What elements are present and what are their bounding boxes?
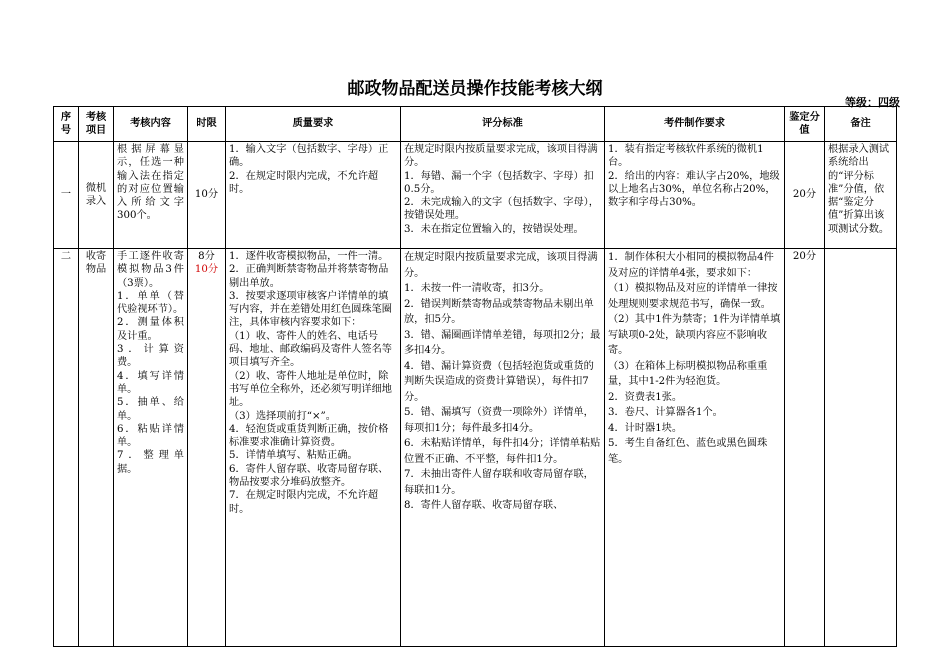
scoring-cell bbox=[401, 142, 605, 249]
prep-line: 3．卷尺、计算器各1个。 bbox=[608, 407, 723, 418]
content-cell bbox=[114, 142, 188, 249]
header-content: 考核内容 bbox=[114, 107, 188, 142]
note-cell bbox=[825, 249, 897, 647]
table-row bbox=[54, 142, 897, 249]
prep-line: 1．装有指定考核软件系统的微机1台。 bbox=[608, 144, 764, 169]
scoring-line: 在规定时限内按质量要求完成，该项目得满分。 bbox=[404, 144, 598, 169]
score-cell: 20分 bbox=[785, 142, 825, 249]
quality-line: 3．按要求逐项审核客户详情单的填写内容，并在差错处用红色圆珠笔圈注，具体审核内容要求如下： bbox=[229, 290, 392, 329]
content-line: 6．粘贴详情单。 bbox=[117, 423, 184, 449]
exam-outline-table bbox=[53, 106, 897, 647]
quality-cell bbox=[226, 249, 401, 647]
header-score: 鉴定分值 bbox=[785, 107, 825, 142]
quality-line: 7．在规定时限内完成，不允许超时。 bbox=[229, 490, 379, 515]
note-cell: 根据录入测试系统给出的“评分标准”分值，依据“鉴定分值”折算出该项测试分数。 bbox=[825, 142, 897, 249]
time-cell bbox=[188, 249, 226, 647]
prep-cell bbox=[605, 249, 785, 647]
table-header-row bbox=[54, 107, 897, 142]
prep-line: 5．考生自备红色、蓝色或黑色圆珠笔。 bbox=[608, 438, 768, 465]
content-cell bbox=[114, 249, 188, 647]
content-line: 2．测量体积及计重。 bbox=[117, 317, 184, 342]
scoring-line: 6．未粘贴详情单，每件扣4分；详情单粘贴位置不正确、不平整，每件扣1分。 bbox=[404, 438, 601, 465]
content-line: 4．填写详情单。 bbox=[117, 370, 184, 395]
score-cell: 20分 bbox=[785, 249, 825, 647]
scoring-line: 7．未抽出寄件人留存联和收寄局留存联，每联扣1分。 bbox=[404, 469, 594, 496]
header-item: 考核项目 bbox=[79, 107, 114, 142]
time-value-revised: 10分 bbox=[194, 264, 219, 276]
quality-cell bbox=[226, 142, 401, 249]
content-line: 手工逐件收寄模拟物品3件（3票）。 bbox=[117, 251, 184, 289]
seq-cell: 二 bbox=[54, 249, 79, 647]
scoring-line: 在规定时限内按质量要求完成，该项目得满分。 bbox=[404, 252, 598, 279]
item-cell: 微机录入 bbox=[79, 142, 114, 249]
quality-line: 1．逐件收寄模拟物品，一件一清。 bbox=[229, 251, 389, 262]
seq-cell: 一 bbox=[54, 142, 79, 249]
quality-line: （1）收、寄件人的姓名、电话号码、地址、邮政编码及寄件人签名等项目填写齐全。 bbox=[229, 330, 392, 369]
grade-label: 等级：四级 bbox=[845, 96, 900, 109]
prep-line: （2）其中1件为禁寄；1件为详情单填写缺项0-2处，缺项内容应不影响收寄。 bbox=[608, 314, 781, 356]
time-value: 10分 bbox=[194, 189, 219, 201]
prep-line: 2．给出的内容：难认字占20%，地级以上地名占30%，单位名称占20%，数字和字母占30%。 bbox=[608, 170, 780, 209]
content-line: 3．计算资费。 bbox=[117, 344, 184, 369]
scoring-line: 3．错、漏圈画详情单差错，每项扣2分；最多扣4分。 bbox=[404, 329, 601, 356]
scoring-cell bbox=[401, 249, 605, 647]
quality-line: 1．输入文字（包括数字、字母）正确。 bbox=[229, 144, 389, 169]
prep-line: （3）在箱体上标明模拟物品称重重量，其中1-2件为轻泡货。 bbox=[608, 360, 768, 387]
quality-line: 2．在规定时限内完成，不允许超时。 bbox=[229, 170, 379, 195]
quality-line: （2）收、寄件人地址是单位时，除书写单位全称外，还必须写明详细地址。 bbox=[229, 370, 392, 409]
quality-line: 2．正确判断禁寄物品并将禁寄物品剔出单放。 bbox=[229, 264, 389, 289]
header-note: 备注 bbox=[825, 107, 897, 142]
content-line: 根据屏幕显示，任选一种输入法在指定的对应位置输入所给文字300个。 bbox=[117, 144, 184, 222]
quality-line: 5．详情单填写、粘贴正确。 bbox=[229, 450, 358, 462]
content-line: 1．单单（替代验视环节）。 bbox=[117, 290, 184, 316]
scoring-line: 5．错、漏填写（资费一项除外）详情单，每项扣1分；每件最多扣4分。 bbox=[404, 407, 594, 434]
header-time: 时限 bbox=[188, 107, 226, 142]
header-quality: 质量要求 bbox=[226, 107, 401, 142]
prep-line: （1）模拟物品及对应的详情单一律按处理规则要求规范书写，确保一致。 bbox=[608, 283, 778, 310]
scoring-line: 1．每错、漏一个字（包括数字、字母）扣0.5分。 bbox=[404, 170, 594, 195]
page-title: 邮政物品配送员操作技能考核大纲 bbox=[347, 79, 603, 99]
scoring-line: 8．寄件人留存联、收寄局留存联、 bbox=[404, 500, 564, 511]
header-prep: 考件制作要求 bbox=[605, 107, 785, 142]
quality-line: （3）选择项前打“×”。 bbox=[229, 410, 336, 422]
prep-cell bbox=[605, 142, 785, 249]
scoring-line: 2．未完成输入的文字（包括数字、字母），按错误处理。 bbox=[404, 197, 599, 222]
content-line: 5．抽单、给单。 bbox=[117, 397, 184, 422]
scoring-line: 4．错、漏计算资费（包括轻泡货或重货的判断失误造成的资费计算错误），每件扣7分。 bbox=[404, 360, 594, 403]
scoring-line: 3．未在指定位置输入的，按错误处理。 bbox=[404, 223, 584, 235]
header-seq: 序号 bbox=[54, 107, 79, 142]
prep-line: 1．制作体积大小相同的模拟物品4件及对应的详情单4张，要求如下： bbox=[608, 252, 774, 279]
prep-line: 4．计时器1块。 bbox=[608, 422, 683, 434]
prep-line: 2．资费表1张。 bbox=[608, 391, 683, 403]
header-scoring: 评分标准 bbox=[401, 107, 605, 142]
quality-line: 6．寄件人留存联、收寄局留存联、物品按要求分堆码放整齐。 bbox=[229, 463, 389, 489]
item-cell: 收寄物品 bbox=[79, 249, 114, 647]
time-value: 8分 bbox=[198, 251, 215, 262]
scoring-line: 2．错误判断禁寄物品或禁寄物品未剔出单放，扣5分。 bbox=[404, 298, 594, 325]
content-line: 7．整理单据。 bbox=[117, 450, 184, 475]
scoring-line: 1．未按一件一清收寄，扣3分。 bbox=[404, 283, 550, 294]
table-row bbox=[54, 249, 897, 647]
time-cell bbox=[188, 142, 226, 249]
quality-line: 4．轻泡货或重货判断正确，按价格标准要求准确计算资费。 bbox=[229, 423, 389, 449]
